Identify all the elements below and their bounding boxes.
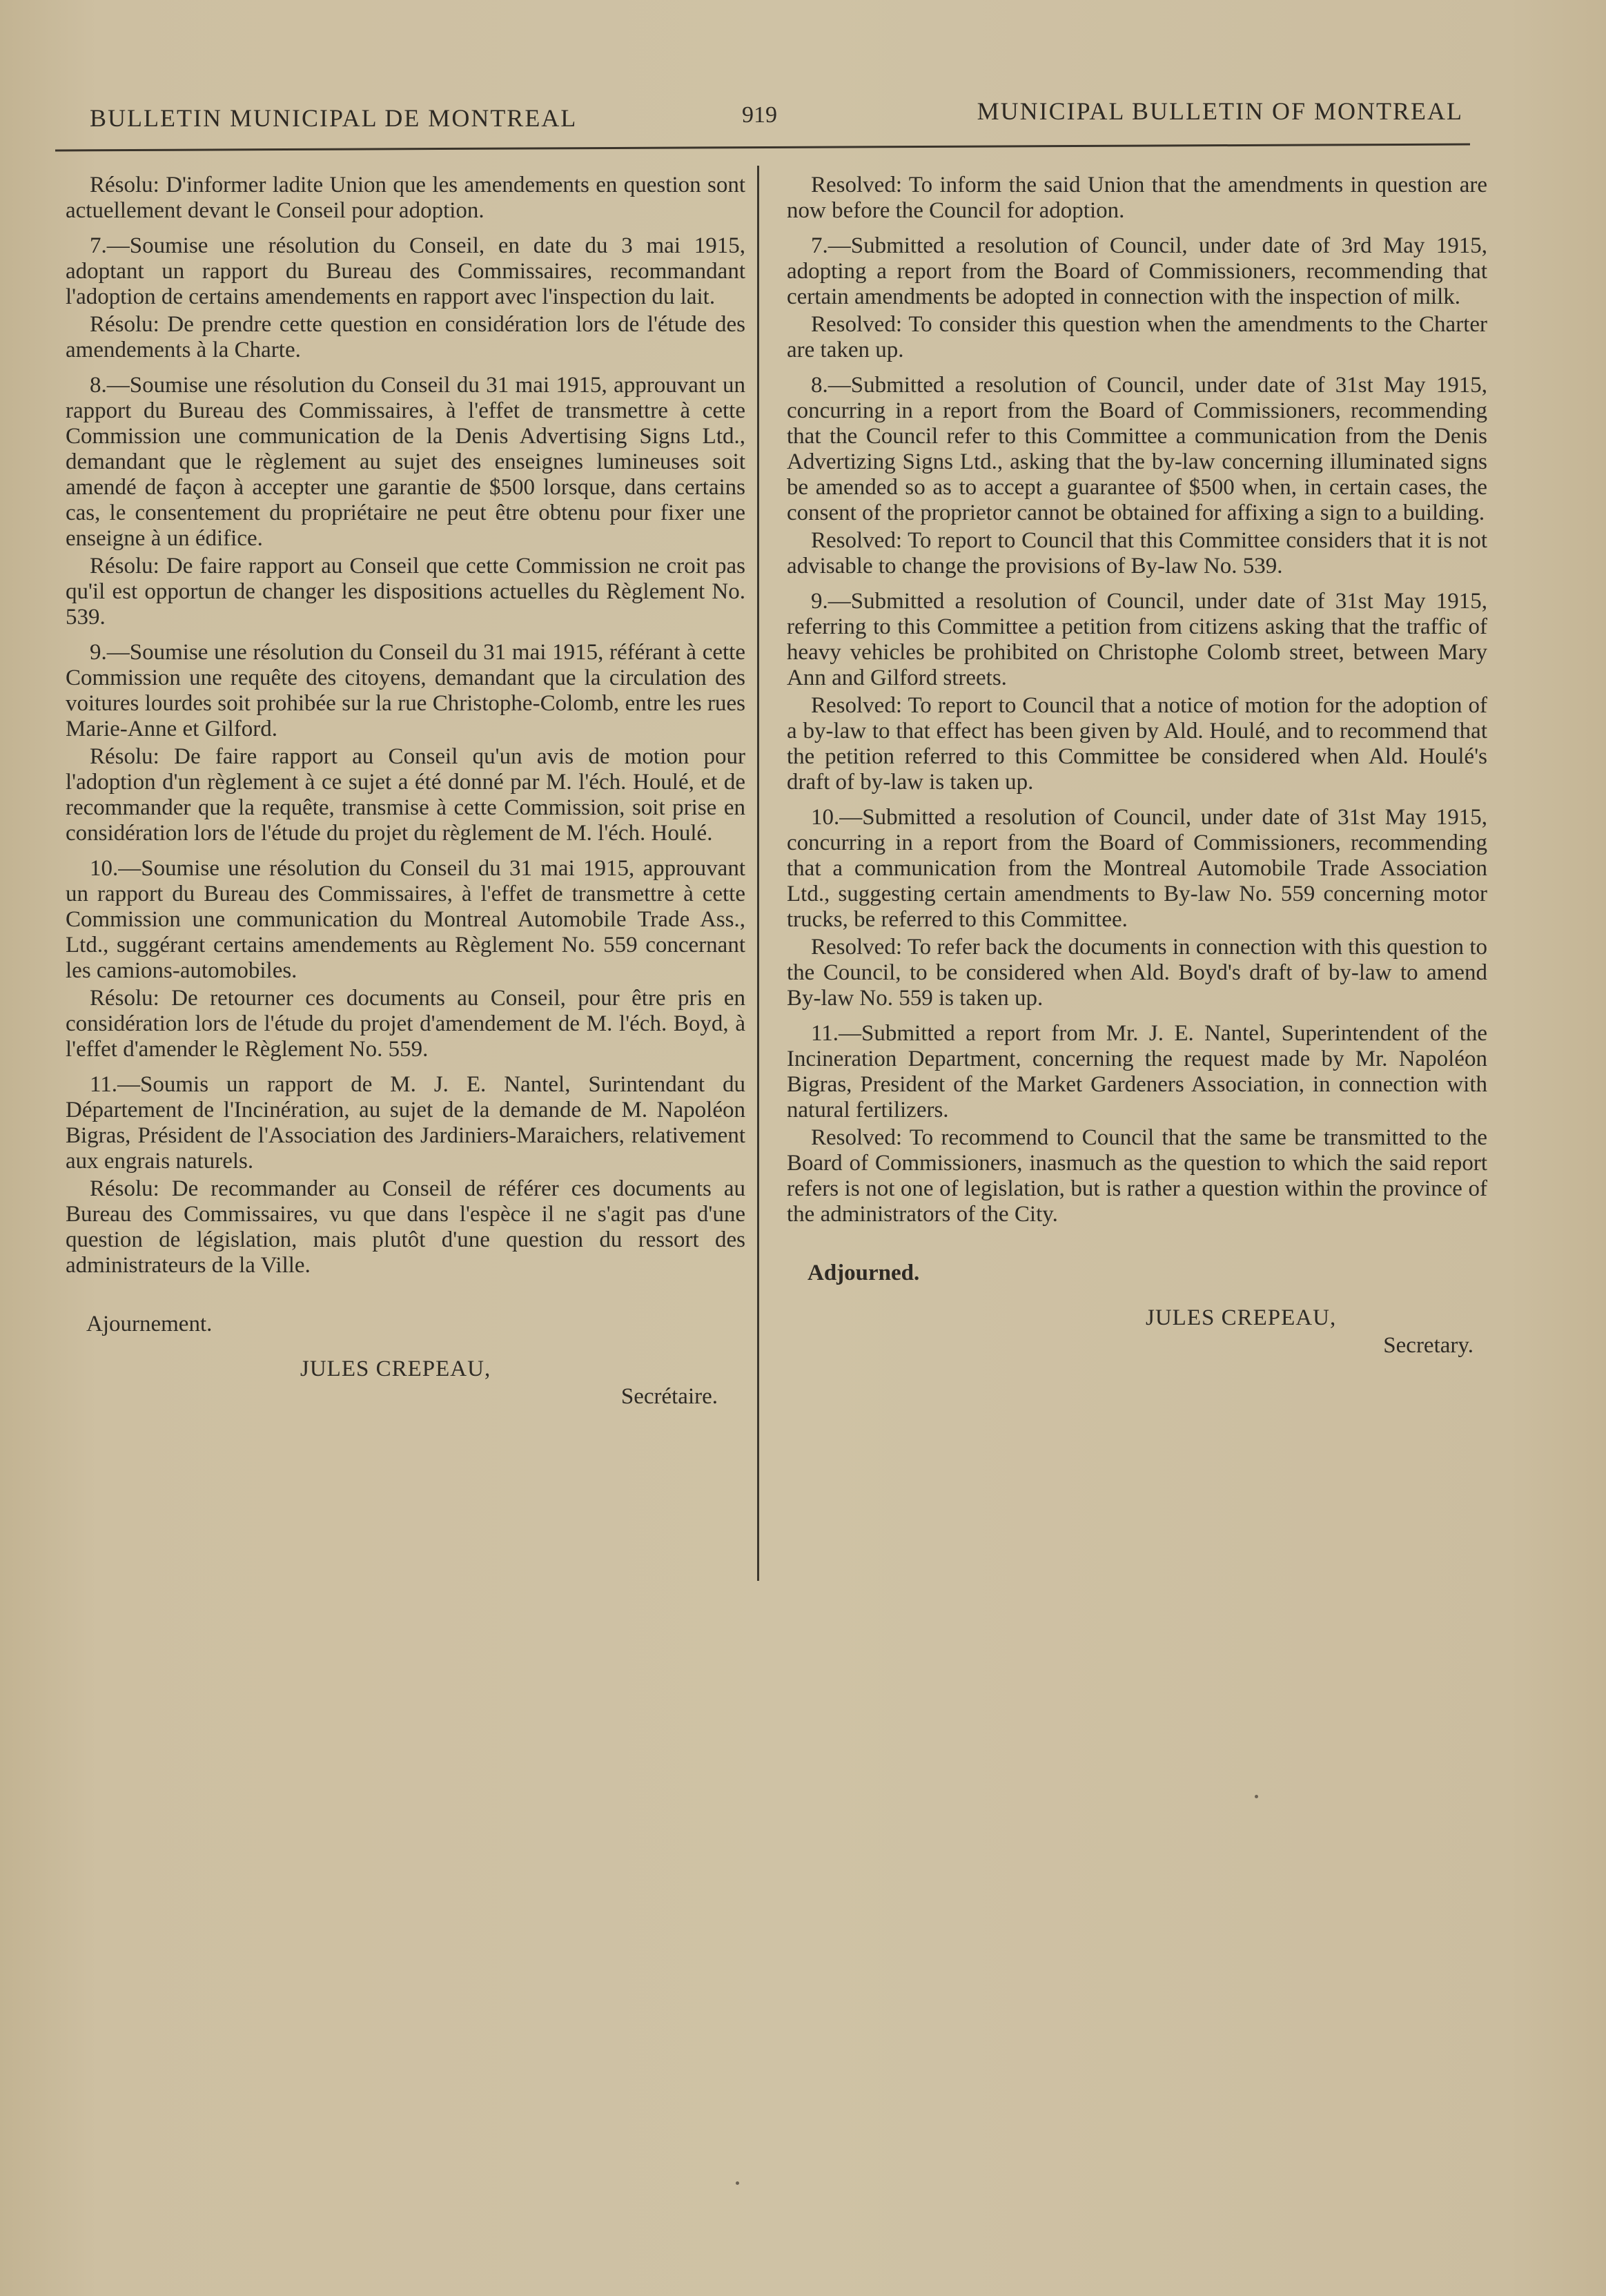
english-paragraph: 8.—Submitted a resolution of Council, under date of 31st May 1915, concurring in a report from the Board of Commissioners, recommending that the Council refer to this Committee a communication from the Denis Advertizing Signs Ltd., asking that the by-law concerning illuminated signs be amended so as to accept a guarantee of $500 when, in certain cases, the consent of the proprietor cannot be obtained for affixing a sign to a building. xyxy=(787,373,1487,525)
french-signature-title: Secrétaire. xyxy=(620,1384,718,1409)
french-paragraph: 11.—Soumis un rapport de M. J. E. Nantel, Surintendant du Département de l'Incinération, au sujet de la demande de M. Napoléon Bigras, Président de l'Association des Jardiniers-Maraichers, relativement aux engrais naturels. xyxy=(66,1072,745,1174)
english-paragraph: 10.—Submitted a resolution of Council, under date of 31st May 1915, concurring in a report from the Board of Commissioners, recommending that a communication from the Montreal Automobile Trade Association Ltd., suggesting certain amendments to By-law No. 559 concerning motor trucks, be referred to this Committee. xyxy=(787,805,1487,932)
french-paragraph: Résolu: D'informer ladite Union que les amendements en question sont actuellement devant le Conseil pour adoption. xyxy=(66,173,745,223)
french-paragraph: Résolu: De recommander au Conseil de référer ces documents au Bureau des Commissaires, vu que dans l'espèce il ne s'agit pas d'une question de législation, mais plutôt d'une question du ressort des administrateurs de la Ville. xyxy=(66,1176,745,1278)
header-title-english: MUNICIPAL BULLETIN OF MONTREAL xyxy=(977,97,1463,125)
header-title-french: BULLETIN MUNICIPAL DE MONTREAL xyxy=(90,104,578,132)
french-paragraph: Résolu: De retourner ces documents au Conseil, pour être pris en considération lors de l'étude du projet d'amendement de M. l'éch. Boyd, à l'effet d'amender le Règlement No. 559. xyxy=(66,986,745,1062)
english-paragraph: 11.—Submitted a report from Mr. J. E. Nantel, Superintendent of the Incineration Department, concerning the request made by Mr. Napoléon Bigras, President of the Market Gardeners Association, in connection with natural fertilizers. xyxy=(787,1021,1487,1122)
english-paragraph: Resolved: To refer back the documents in connection with this question to the Council, to be considered when Ald. Boyd's draft of by-law to amend By-law No. 559 is taken up. xyxy=(787,935,1487,1011)
column-divider xyxy=(757,166,759,1581)
french-paragraph: 10.—Soumise une résolution du Conseil du 31 mai 1915, approuvant un rapport du Bureau des Commissaires, à l'effet de transmettre à cette Commission une communication du Montreal Automobile Trade Ass., Ltd., suggérant certains amendements au Règlement No. 559 concernant les camions-automobiles. xyxy=(66,856,745,983)
english-paragraph: Resolved: To inform the said Union that the amendments in question are now before the Council for adoption. xyxy=(787,173,1487,223)
paper-speck xyxy=(1255,1795,1258,1798)
french-paragraph: Résolu: De faire rapport au Conseil qu'un avis de motion pour l'adoption d'un règlement à ce sujet a été donné par M. l'éch. Houlé, et de recommander que la requête, transmise à cette Commission, soit prise en considération lors de l'étude du projet du règlement de M. l'éch. Houlé. xyxy=(66,744,745,846)
paper-speck xyxy=(736,2181,739,2185)
english-paragraph: Resolved: To consider this question when the amendments to the Charter are taken up. xyxy=(787,312,1487,362)
french-adjournment: Ajournement. xyxy=(86,1312,213,1336)
french-paragraph: Résolu: De prendre cette question en considération lors de l'étude des amendements à la Charte. xyxy=(66,312,745,362)
english-column xyxy=(787,173,1487,1361)
english-paragraph: 9.—Submitted a resolution of Council, under date of 31st May 1915, referring to this Committee a petition from citizens asking that the traffic of heavy vehicles be prohibited on Christophe Colomb street, between Mary Ann and Gilford streets. xyxy=(787,589,1487,690)
english-paragraph: 7.—Submitted a resolution of Council, under date of 3rd May 1915, adopting a report from the Board of Commissioners, recommending that certain amendments be adopted in connection with the inspection of milk. xyxy=(787,233,1487,309)
english-adjournment: Adjourned. xyxy=(807,1261,920,1285)
page-number: 919 xyxy=(742,102,777,128)
french-paragraph: Résolu: De faire rapport au Conseil que cette Commission ne croit pas qu'il est opportun de changer les dispositions actuelles du Règlement No. 539. xyxy=(66,554,745,630)
english-paragraph: Resolved: To report to Council that this Committee considers that it is not advisable to change the provisions of By-law No. 539. xyxy=(787,528,1487,578)
french-column xyxy=(66,173,745,1412)
page-header xyxy=(90,88,1463,144)
english-paragraph: Resolved: To report to Council that a notice of motion for the adoption of a by-law to that effect has been given by Ald. Houlé, and to recommend that the petition referred to this Committee be considered when Ald. Houlé's draft of by-law is taken up. xyxy=(787,693,1487,795)
english-paragraph: Resolved: To recommend to Council that the same be transmitted to the Board of Commissioners, inasmuch as the question to which the said report refers is not one of legislation, but is rather a question within the province of the administrators of the City. xyxy=(787,1125,1487,1227)
header-rule xyxy=(55,144,1470,152)
english-signature-name: JULES CREPEAU, xyxy=(1146,1305,1337,1330)
english-signature-title: Secretary. xyxy=(1383,1333,1473,1358)
french-paragraph: 9.—Soumise une résolution du Conseil du 31 mai 1915, référant à cette Commission une requête des citoyens, demandant que la circulation des voitures lourdes soit prohibée sur la rue Christophe-Colomb, entre les rues Marie-Anne et Gilford. xyxy=(66,640,745,741)
french-paragraph: 8.—Soumise une résolution du Conseil du 31 mai 1915, approuvant un rapport du Bureau des Commissaires, à l'effet de transmettre à cette Commission une communication de la Denis Advertising Signs Ltd., demandant que le règlement au sujet des enseignes lumineuses soit amendé de façon à accepter une garantie de $500 lorsque, dans certains cas, le consentement du propriétaire ne peut être obtenu pour fixer une enseigne à un édifice. xyxy=(66,373,745,551)
french-signature-name: JULES CREPEAU, xyxy=(300,1356,491,1381)
french-paragraph: 7.—Soumise une résolution du Conseil, en date du 3 mai 1915, adoptant un rapport du Bureau des Commissaires, recommandant l'adoption de certains amendements en rapport avec l'inspection du lait. xyxy=(66,233,745,309)
